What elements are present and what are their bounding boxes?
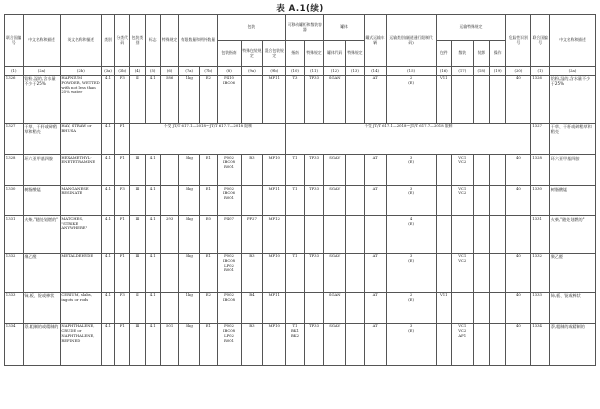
cell-bulk (436, 154, 451, 185)
cell-operation (490, 186, 506, 216)
col-number: (13) (346, 67, 365, 75)
cell-label: 4.1 (145, 75, 160, 123)
header-transport-cat: 运输类别(隧道通行限制代码) (386, 15, 436, 67)
cell-tank-code: SGAV (324, 323, 346, 365)
table-row (5, 323, 596, 365)
cell-hazard-id: 40 (506, 292, 531, 323)
header-vehicle: 罐式运输车辆 (364, 15, 386, 67)
table-row (5, 186, 596, 216)
cell-cn-name-2: 火柴,"随处划燃的" (549, 216, 595, 253)
cell-tank-code: SGAV (324, 253, 346, 292)
cell-un-2: 1326 (531, 75, 550, 123)
cell-bulk (436, 253, 451, 292)
cell-special (160, 186, 179, 216)
cell-tank-special-2 (346, 323, 365, 365)
cell-special (160, 253, 179, 292)
cell-class: 4.1 (102, 154, 115, 185)
cell-en-name: CERIUM, slabs, ingots or rods (60, 292, 101, 323)
cell-pkg-instr: P002 IBC08 R001 (217, 154, 241, 185)
cell-en-name: MANGANESE RESINATE (60, 186, 101, 216)
header-class-code: 分类代码 (115, 15, 130, 67)
cell-tank-instr (286, 292, 305, 323)
cell-loading (473, 75, 489, 123)
cell-limited-qty: 1kg (179, 75, 200, 123)
header-pkg-special: 特殊包装规定 (241, 41, 263, 67)
cell-bulk-2 (451, 216, 473, 253)
header-tank-special: 特殊规定 (304, 41, 324, 67)
cell-bulk: V11 (436, 75, 451, 123)
cell-cn-name: 萘,粗制的或精制的 (23, 323, 60, 365)
col-number: (8) (217, 67, 241, 75)
cell-un-2: 1332 (531, 253, 550, 292)
cell-class-code: F3 (115, 186, 130, 216)
cell-vehicle: AT (364, 323, 386, 365)
cell-excepted-qty: E0 (200, 216, 217, 253)
cell-limited-qty: 5kg (179, 253, 200, 292)
cell-excepted-qty: E2 (200, 75, 217, 123)
cell-not-restricted-note: 不受 JT/T 617.1—2018～JT/T 617.7—2018 限制 (130, 123, 286, 154)
cell-cn-name: 铪粉,湿的,含水量不少于25% (23, 75, 60, 123)
cell-cn-name-2: 萘,粗制的或精制的 (549, 323, 595, 365)
cell-transport-cat: 3 (E) (386, 253, 436, 292)
cell-operation (490, 216, 506, 253)
header-cn-name: 中文名称和描述 (23, 15, 60, 67)
cell-pkg-group: Ⅱ (130, 75, 145, 123)
cell-transport-cat: 3 (E) (386, 323, 436, 365)
cell-loading (473, 154, 489, 185)
cell-tank-special: TP33 (304, 75, 324, 123)
cell-mixed: MP12 (263, 216, 286, 253)
cell-transport-cat: 4 (E) (386, 216, 436, 253)
cell-cn-name: 铈,板、锭或棒状 (23, 292, 60, 323)
cell-un: 1334 (5, 323, 24, 365)
cell-cn-name-2: 铈,板、锭或棒状 (549, 292, 595, 323)
col-number: (3a) (102, 67, 115, 75)
cell-class: 4.1 (102, 292, 115, 323)
cell-un: 1328 (5, 154, 24, 185)
cell-vehicle (364, 216, 386, 253)
cell-vehicle: AT (364, 154, 386, 185)
cell-mixed: MP11 (263, 292, 286, 323)
cell-un: 1332 (5, 253, 24, 292)
cell-label: 4.1 (145, 186, 160, 216)
cell-tank-special: TP33 (304, 253, 324, 292)
cell-pkg-special: B4 (241, 292, 263, 323)
cell-tank-special-2 (346, 186, 365, 216)
cell-bulk-2: VC1 VC2 AP1 (451, 323, 473, 365)
cell-class-code: F3 (115, 292, 130, 323)
cell-class: 4.1 (102, 216, 115, 253)
cell-class: 4.1 (102, 75, 115, 123)
cell-cn-name-2: 环六亚甲基四胺 (549, 154, 595, 185)
cell-bulk-2: VC1 VC2 (451, 186, 473, 216)
cell-pkg-instr: P002 IBC08 LP02 R001 (217, 323, 241, 365)
cell-tank-instr: T3 (286, 75, 305, 123)
cell-hazard-id: 40 (506, 154, 531, 185)
column-number-row (5, 67, 596, 75)
cell-hazard-id: 40 (506, 253, 531, 292)
cell-tank-instr: T1 (286, 253, 305, 292)
cell-special (160, 292, 179, 323)
cell-tank-special-2 (346, 154, 365, 185)
cell-hazard-id (506, 216, 531, 253)
header-pkg-group: 包装类别 (130, 15, 145, 67)
cell-tank-special-2 (346, 216, 365, 253)
cell-label: 4.1 (145, 323, 160, 365)
header-tank-code: 罐体代码 (324, 41, 346, 67)
cell-operation (490, 75, 506, 123)
cell-special: 586 (160, 75, 179, 123)
cell-vehicle: AT (364, 292, 386, 323)
cell-un-2: 1328 (531, 154, 550, 185)
col-number: (4) (130, 67, 145, 75)
cell-bulk-2 (451, 75, 473, 123)
cell-tank-special (304, 216, 324, 253)
header-transport-special: 运输特殊规定 (436, 15, 506, 41)
cell-class-code: F1 (115, 154, 130, 185)
header-operation: 操作 (490, 41, 506, 67)
cell-pkg-instr: P002 IBC08 LP02 R001 (217, 253, 241, 292)
col-number: (17) (451, 67, 473, 75)
cell-tank-code: SGAV (324, 186, 346, 216)
cell-class-code: F1 (115, 253, 130, 292)
cell-limited-qty: 5kg (179, 154, 200, 185)
col-number: (2a) (23, 67, 60, 75)
cell-limited-qty: 5kg (179, 216, 200, 253)
header-tank-special-2: 特殊规定 (346, 41, 365, 67)
header-label: 标志 (145, 15, 160, 67)
col-number: (10) (286, 67, 305, 75)
cell-operation (490, 154, 506, 185)
cell-hazard-id: 40 (506, 186, 531, 216)
cell-cn-name: 聚乙醛 (23, 253, 60, 292)
cell-loading (473, 186, 489, 216)
cell-un-2: 1327 (531, 123, 550, 154)
col-number: (11) (304, 67, 324, 75)
cell-loading (473, 292, 489, 323)
table-row (5, 154, 596, 185)
cell-pkg-special: B3 (241, 323, 263, 365)
cell-operation (490, 323, 506, 365)
cell-un-2: 1330 (531, 186, 550, 216)
cell-class-code: F1 (115, 216, 130, 253)
table-row (5, 123, 596, 154)
cell-tank-instr: T1 (286, 186, 305, 216)
table-row (5, 292, 596, 323)
cell-class-code: F1 (115, 323, 130, 365)
table-title: 表 A.1(续) (276, 4, 324, 14)
cell-excepted-qty: E1 (200, 323, 217, 365)
col-number: (16) (436, 67, 451, 75)
header-tank-group: 可移动罐柜和散装容器 (286, 15, 324, 41)
col-number: (9b) (263, 67, 286, 75)
header-pkg-instr: 包装指南 (217, 41, 241, 67)
header-un-no: 联合国编号 (5, 15, 24, 67)
col-number: (7a) (179, 67, 200, 75)
cell-vehicle: AT (364, 253, 386, 292)
col-number: (9a) (241, 67, 263, 75)
col-number: (14) (364, 67, 386, 75)
header-hazard-id: 危险性识别号 (506, 15, 531, 67)
col-number: (3b) (115, 67, 130, 75)
col-number: (7b) (200, 67, 217, 75)
cell-pkg-instr: P002 IBC08 (217, 292, 241, 323)
header-special: 特殊规定 (160, 15, 179, 67)
header-mixed: 混合包装规定 (263, 41, 286, 67)
cell-excepted-qty: E1 (200, 186, 217, 216)
col-number: (19) (490, 67, 506, 75)
col-number: (2a) (549, 67, 595, 75)
cell-bulk (436, 216, 451, 253)
cell-loading (473, 323, 489, 365)
cell-cn-name: 火柴,"随处划燃的" (23, 216, 60, 253)
cell-en-name: HEXAMETHYL-ENETETRAMINE (60, 154, 101, 185)
cell-cn-name-2: 树脂酸锰 (549, 186, 595, 216)
cell-un-2: 1334 (531, 323, 550, 365)
cell-tank-special: TP33 (304, 323, 324, 365)
cell-un: 1327 (5, 123, 24, 154)
cell-operation (490, 292, 506, 323)
cell-class: 4.1 (102, 323, 115, 365)
cell-en-name: MATCHES, "STRIKE ANYWHERE" (60, 216, 101, 253)
cell-mixed: MP10 (263, 253, 286, 292)
cell-un: 1331 (5, 216, 24, 253)
cell-tank-instr: T1 BK1 BK2 (286, 323, 305, 365)
cell-tank-code (324, 216, 346, 253)
col-number: (5) (145, 67, 160, 75)
cell-bulk (436, 323, 451, 365)
cell-vehicle: AT (364, 75, 386, 123)
header-bulk-2: 散装 (451, 41, 473, 67)
cell-not-restricted-note-2: 不受 JT/T 617.1—2018～JT/T 617.7—2018 限制 (286, 123, 531, 154)
cell-excepted-qty: E2 (200, 292, 217, 323)
cell-loading (473, 216, 489, 253)
cell-en-name: NAPHTHALENE, CRUDE or NAPHTHALENE, REFINED (60, 323, 101, 365)
dangerous-goods-table (4, 14, 596, 366)
cell-mixed: MP11 (263, 75, 286, 123)
header-class: 类别 (102, 15, 115, 67)
cell-en-name: METALDEHYDE (60, 253, 101, 292)
cell-un: 1333 (5, 292, 24, 323)
cell-mixed: MP10 (263, 323, 286, 365)
cell-excepted-qty: E1 (200, 154, 217, 185)
header-en-name: 英文名称和描述 (60, 15, 101, 67)
cell-transport-cat: 3 (E) (386, 186, 436, 216)
col-number: (1) (5, 67, 24, 75)
cell-tank-special: TP33 (304, 186, 324, 216)
cell-bulk: V11 (436, 292, 451, 323)
cell-cn-name-2: 铪粉,湿的,含水量不少于25% (549, 75, 595, 123)
cell-pkg-special (241, 186, 263, 216)
cell-hazard-id: 40 (506, 323, 531, 365)
cell-tank-special: TP33 (304, 154, 324, 185)
cell-excepted-qty: E1 (200, 253, 217, 292)
col-number: (20) (506, 67, 531, 75)
cell-un: 1326 (5, 75, 24, 123)
cell-pkg-special: B3 (241, 253, 263, 292)
col-number: (6) (160, 67, 179, 75)
cell-class: 4.1 (102, 123, 115, 154)
col-number: (2b) (60, 67, 101, 75)
cell-mixed: MP10 (263, 154, 286, 185)
cell-cn-name: 树脂酸锰 (23, 186, 60, 216)
cell-tank-code: SGAN (324, 75, 346, 123)
cell-pkg-group: Ⅲ (130, 186, 145, 216)
cell-transport-cat: 2 (E) (386, 292, 436, 323)
cell-class-code: F3 (115, 75, 130, 123)
cell-cn-name: 环六亚甲基四胺 (23, 154, 60, 185)
cell-tank-instr (286, 216, 305, 253)
cell-pkg-special (241, 75, 263, 123)
cell-tank-code: SGAN (324, 292, 346, 323)
header-vehicle-tank: 罐体 (324, 15, 364, 41)
cell-un: 1330 (5, 186, 24, 216)
col-number: (18) (473, 67, 489, 75)
cell-pkg-instr: P410 IBC06 (217, 75, 241, 123)
cell-pkg-instr: P407 (217, 216, 241, 253)
cell-pkg-group: Ⅲ (130, 154, 145, 185)
cell-tank-special-2 (346, 292, 365, 323)
cell-vehicle: AT (364, 186, 386, 216)
header-cn-name-2: 中文名称和描述 (549, 15, 595, 67)
header-bulk: 包件 (436, 41, 451, 67)
cell-en-name: HAFNIUM POWDER, WETTED with not less than 25% water (60, 75, 101, 123)
header-tank-instr: 指南 (286, 41, 305, 67)
cell-bulk-2 (451, 292, 473, 323)
cell-bulk-2: VC1 VC2 (451, 253, 473, 292)
table-row (5, 75, 596, 123)
cell-label: 4.1 (145, 216, 160, 253)
cell-special (160, 154, 179, 185)
header-packaging: 包装 (217, 15, 286, 41)
cell-transport-cat: 2 (E) (386, 75, 436, 123)
col-number: (12) (324, 67, 346, 75)
header-row-1 (5, 15, 596, 41)
cell-hazard-id: 40 (506, 75, 531, 123)
cell-tank-instr: T1 (286, 154, 305, 185)
cell-class: 4.1 (102, 253, 115, 292)
cell-tank-special (304, 292, 324, 323)
cell-label: 4.1 (145, 154, 160, 185)
cell-cn-name-2: 干草、干秆或碎稻草和稻壳 (549, 123, 595, 154)
cell-cn-name-2: 聚乙醛 (549, 253, 595, 292)
header-loading: 装卸 (473, 41, 489, 67)
cell-tank-code: SGAV (324, 154, 346, 185)
header-limited: 有限数量和例外数量 (179, 15, 217, 67)
cell-pkg-special: PP27 (241, 216, 263, 253)
cell-bulk (436, 186, 451, 216)
cell-label: 4.1 (145, 292, 160, 323)
cell-limited-qty: 1kg (179, 292, 200, 323)
col-number: (1) (531, 67, 550, 75)
cell-class: 4.1 (102, 186, 115, 216)
cell-tank-special-2 (346, 253, 365, 292)
cell-tank-special-2 (346, 75, 365, 123)
cell-transport-cat: 3 (E) (386, 154, 436, 185)
cell-mixed: MP11 (263, 186, 286, 216)
cell-pkg-special: B3 (241, 154, 263, 185)
cell-limited-qty: 5kg (179, 186, 200, 216)
cell-en-name: HAY, STRAW or BHUSA (60, 123, 101, 154)
cell-cn-name: 干草、干秆或碎稻草和稻壳 (23, 123, 60, 154)
table-row (5, 216, 596, 253)
cell-pkg-group: Ⅲ (130, 323, 145, 365)
cell-pkg-group: Ⅲ (130, 253, 145, 292)
cell-class-code: F1 (115, 123, 130, 154)
col-number: (15) (386, 67, 436, 75)
cell-pkg-instr: P002 IBC06 R001 (217, 186, 241, 216)
cell-pkg-group: Ⅱ (130, 292, 145, 323)
cell-limited-qty: 5kg (179, 323, 200, 365)
cell-label: 4.1 (145, 253, 160, 292)
cell-bulk-2: VC1 VC2 (451, 154, 473, 185)
header-un-no-2: 联合国编号 (531, 15, 550, 67)
cell-special: 293 (160, 216, 179, 253)
cell-loading (473, 253, 489, 292)
cell-pkg-group: Ⅲ (130, 216, 145, 253)
cell-un-2: 1331 (531, 216, 550, 253)
cell-special: 501 (160, 323, 179, 365)
cell-un-2: 1333 (531, 292, 550, 323)
cell-operation (490, 253, 506, 292)
table-row (5, 253, 596, 292)
